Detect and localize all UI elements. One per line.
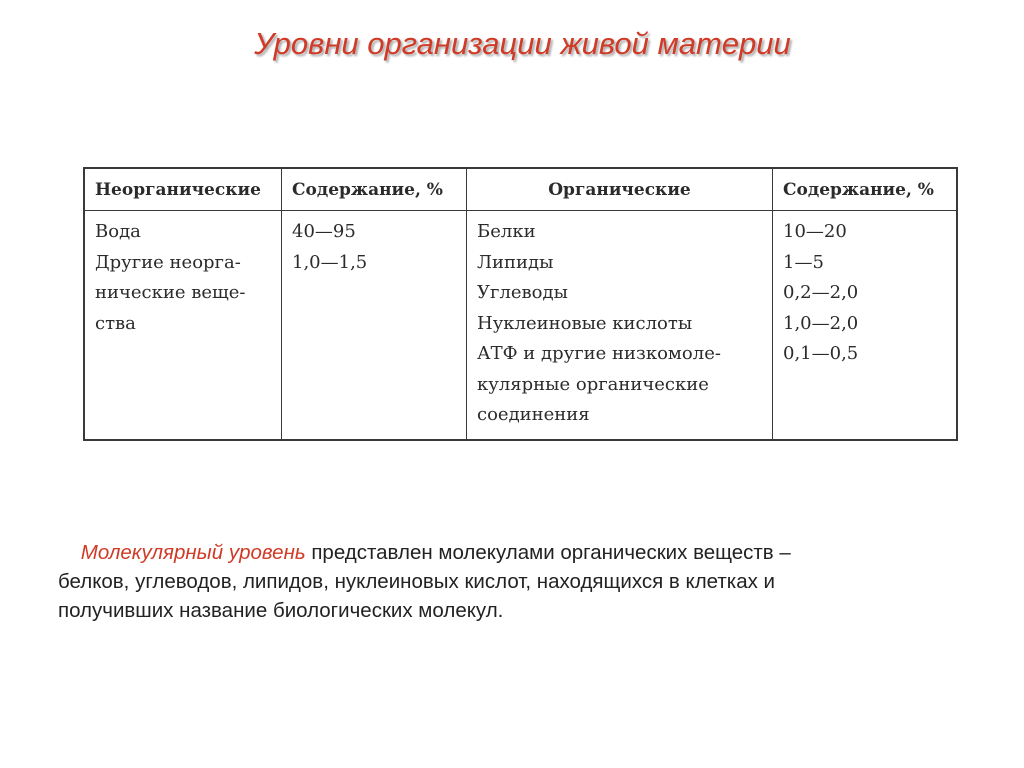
organic-item: соединения (477, 404, 590, 425)
header-inorganic-content: Содержание, % (282, 169, 466, 211)
cell-inorganic-content (282, 211, 466, 278)
organic-value: 0,2—2,0 (783, 282, 859, 303)
organic-item: Углеводы (477, 282, 568, 303)
inorganic-item: Вода (95, 221, 141, 242)
inorganic-item: ства (95, 312, 136, 334)
inorganic-item: Другие неорга- (95, 251, 241, 273)
organic-item: Нуклеиновые кислоты (477, 312, 693, 334)
paragraph-line-1 (58, 538, 998, 567)
organic-value: 1—5 (783, 251, 824, 273)
cell-organic (467, 211, 772, 431)
cell-organic-content (773, 211, 956, 370)
header-organic-content: Содержание, % (773, 169, 956, 211)
inorganic-value: 40—95 (292, 221, 356, 242)
organic-item: АТФ и другие низкомоле- (477, 343, 721, 364)
cell-inorganic (85, 211, 281, 339)
column-inorganic-content (281, 169, 466, 439)
paragraph-line-2: белков, углеводов, липидов, нуклеиновых кислот, находящихся в клетках и (58, 570, 775, 593)
description-paragraph (58, 538, 998, 625)
organic-value: 0,1—0,5 (783, 343, 859, 364)
column-organic-content (772, 169, 956, 439)
organic-value: 1,0—2,0 (783, 312, 859, 334)
organic-value: 10—20 (783, 221, 847, 242)
column-organic (466, 169, 772, 439)
paragraph-line-3: получивших название биологических молекул. (58, 599, 504, 622)
header-organic: Органические (467, 169, 772, 211)
organic-item: Белки (477, 221, 536, 242)
inorganic-item: нические веще- (95, 282, 246, 303)
header-inorganic: Неорганические (85, 169, 281, 211)
composition-table (83, 167, 958, 441)
organic-item: Липиды (477, 251, 554, 273)
organic-item: кулярные органические (477, 373, 709, 395)
inorganic-value: 1,0—1,5 (292, 251, 368, 273)
slide-title: Уровни организации живой материи (254, 26, 791, 61)
highlight-term: Молекулярный уровень (80, 541, 306, 564)
paragraph-text: представлен молекулами органических веществ – (305, 541, 791, 564)
column-inorganic (85, 169, 281, 439)
